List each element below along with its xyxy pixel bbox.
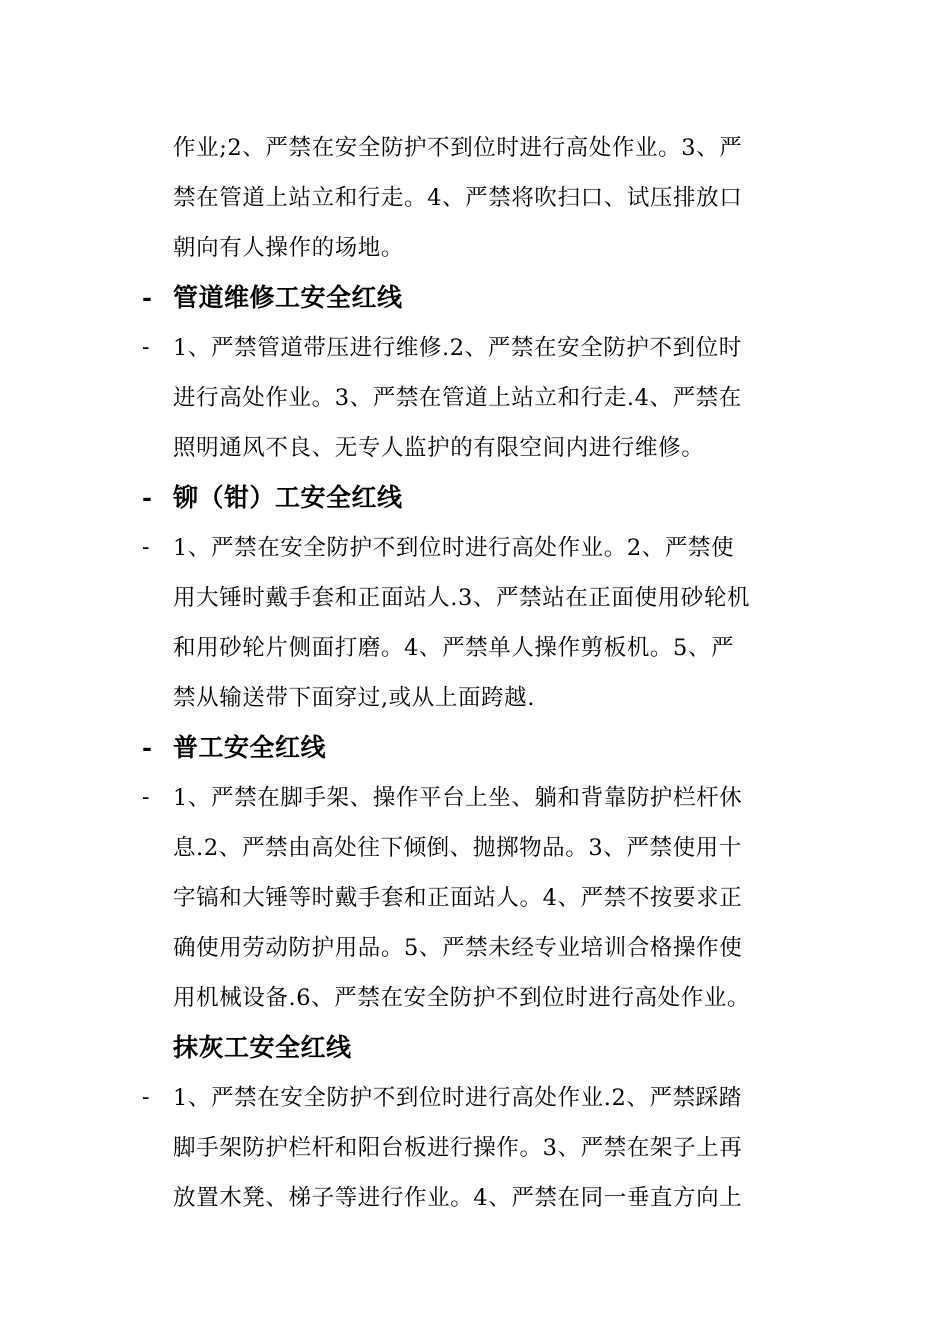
line-text: 用大锤时戴手套和正面站人.3、严禁站在正面使用砂轮机 [173, 585, 751, 611]
line-text: 确使用劳动防护用品。5、严禁未经专业培训合格操作使 [173, 935, 743, 961]
section-heading-pipe-repair [142, 273, 822, 323]
paragraph-line [142, 823, 822, 873]
line-text: 禁在管道上站立和行走。4、严禁将吹扫口、试压排放口 [173, 185, 743, 211]
line-text: 用机械设备.6、严禁在安全防护不到位时进行高处作业。 [173, 985, 751, 1011]
paragraph-line [142, 873, 822, 923]
heading-text: 铆（钳）工安全红线 [173, 483, 403, 512]
document-body [142, 123, 822, 1223]
bullet-dash: - [142, 733, 152, 762]
paragraph-line [142, 1073, 822, 1123]
line-text: 作业;2、严禁在安全防护不到位时进行高处作业。3、严 [173, 135, 743, 161]
section-heading-plasterer [142, 1023, 822, 1073]
paragraph-line [142, 773, 822, 823]
line-text: 字镐和大锤等时戴手套和正面站人。4、严禁不按要求正 [173, 885, 743, 911]
bullet-dash: - [142, 483, 152, 512]
bullet-dash: - [142, 785, 150, 810]
heading-text: 抹灰工安全红线 [173, 1033, 352, 1062]
bullet-dash: - [142, 535, 150, 560]
paragraph-line [142, 573, 822, 623]
line-text: 照明通风不良、无专人监护的有限空间内进行维修。 [173, 435, 705, 461]
line-text: 禁从输送带下面穿过,或从上面跨越. [173, 685, 536, 711]
line-text: 息.2、严禁由高处往下倾倒、抛掷物品。3、严禁使用十 [173, 835, 742, 861]
line-text: 1、严禁在安全防护不到位时进行高处作业。2、严禁使 [173, 535, 735, 561]
section-heading-general-worker [142, 723, 822, 773]
paragraph-line [142, 373, 822, 423]
paragraph-line [142, 673, 822, 723]
paragraph-line [142, 523, 822, 573]
line-text: 1、严禁在脚手架、操作平台上坐、躺和背靠防护栏杆休 [173, 785, 743, 811]
line-text: 脚手架防护栏杆和阳台板进行操作。3、严禁在架子上再 [173, 1135, 743, 1161]
line-text: 朝向有人操作的场地。 [173, 235, 405, 261]
paragraph-line [142, 1173, 822, 1223]
paragraph-line [142, 973, 822, 1023]
paragraph-line [142, 223, 822, 273]
line-text: 放置木凳、梯子等进行作业。4、严禁在同一垂直方向上 [173, 1185, 743, 1211]
bullet-dash: - [142, 1085, 150, 1110]
paragraph-line [142, 423, 822, 473]
line-text: 和用砂轮片侧面打磨。4、严禁单人操作剪板机。5、严 [173, 635, 735, 661]
heading-text: 普工安全红线 [173, 733, 327, 762]
paragraph-line [142, 123, 822, 173]
line-text: 进行高处作业。3、严禁在管道上站立和行走.4、严禁在 [173, 385, 742, 411]
heading-text: 管道维修工安全红线 [173, 283, 403, 312]
paragraph-line [142, 323, 822, 373]
bullet-dash: - [142, 283, 152, 312]
paragraph-line [142, 623, 822, 673]
line-text: 1、严禁管道带压进行维修.2、严禁在安全防护不到位时 [173, 335, 742, 361]
paragraph-line [142, 173, 822, 223]
paragraph-line [142, 923, 822, 973]
section-heading-riveter [142, 473, 822, 523]
bullet-dash: - [142, 335, 150, 360]
line-text: 1、严禁在安全防护不到位时进行高处作业.2、严禁踩踏 [173, 1085, 742, 1111]
paragraph-line [142, 1123, 822, 1173]
